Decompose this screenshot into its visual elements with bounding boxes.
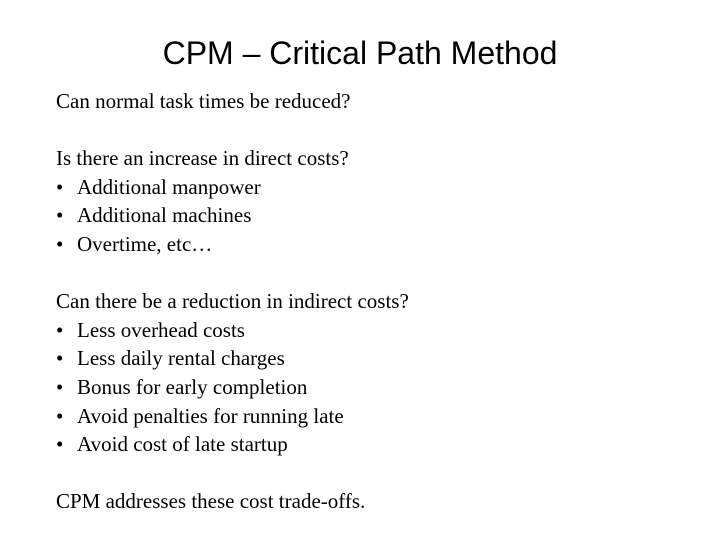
bullet-item: [56, 201, 696, 230]
spacer: [56, 259, 696, 288]
bullet-item: [56, 316, 696, 345]
bullet-text: Avoid penalties for running late: [77, 403, 344, 428]
bullet-text: Additional machines: [77, 203, 252, 228]
bullet-icon: •: [56, 432, 64, 457]
bullet-item: [56, 402, 696, 431]
bullet-text: Avoid cost of late startup: [77, 432, 288, 457]
bullet-text: Less daily rental charges: [77, 346, 285, 371]
bullet-text: Overtime, etc…: [77, 231, 213, 256]
bullet-item: [56, 173, 696, 202]
bullet-text: Less overhead costs: [77, 317, 245, 342]
spacer: [56, 116, 696, 145]
slide-body: [56, 87, 696, 516]
bullet-item: [56, 430, 696, 459]
slide-title: CPM – Critical Path Method: [162, 35, 558, 71]
question-direct-costs: Is there an increase in direct costs?: [56, 146, 349, 171]
bullet-icon: •: [56, 174, 64, 199]
conclusion-text: CPM addresses these cost trade-offs.: [56, 489, 366, 514]
question-indirect-costs: Can there be a reduction in indirect costs?: [56, 289, 409, 314]
bullet-icon: •: [56, 374, 64, 399]
bullet-icon: •: [56, 403, 64, 428]
bullet-icon: •: [56, 346, 64, 371]
bullet-item: [56, 373, 696, 402]
bullet-text: Additional manpower: [77, 174, 261, 199]
bullet-icon: •: [56, 317, 64, 342]
question-normal-task-times: Can normal task times be reduced?: [56, 89, 351, 113]
bullet-icon: •: [56, 231, 64, 256]
spacer: [56, 459, 696, 488]
bullet-item: [56, 230, 696, 259]
bullet-item: [56, 344, 696, 373]
bullet-text: Bonus for early completion: [77, 374, 308, 399]
bullet-icon: •: [56, 203, 64, 228]
